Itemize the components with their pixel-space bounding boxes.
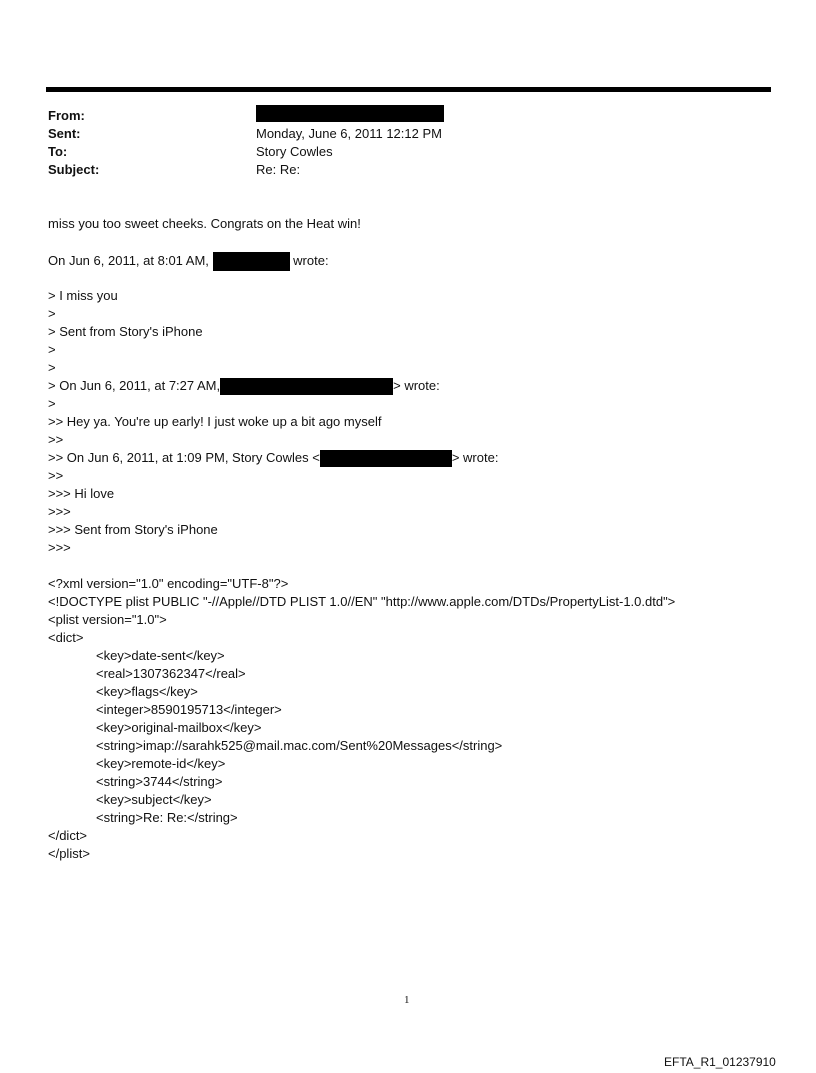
- quoted-line: >: [48, 360, 56, 375]
- quoted-line: >>>: [48, 540, 71, 555]
- quoted-line: >: [48, 342, 56, 357]
- attribution-text: > On Jun 6, 2011, at 7:27 AM,: [48, 378, 221, 393]
- quoted-line: >>>: [48, 504, 71, 519]
- plist-line: <plist version="1.0">: [48, 612, 167, 627]
- subject-value: Re: Re:: [256, 162, 301, 177]
- plist-line: <real>1307362347</real>: [96, 666, 246, 681]
- quoted-attribution: [48, 449, 498, 467]
- plist-line: <key>original-mailbox</key>: [96, 720, 262, 735]
- quoted-line: >: [48, 306, 56, 321]
- from-label: From:: [48, 108, 85, 123]
- plist-line: <?xml version="1.0" encoding="UTF-8"?>: [48, 576, 289, 591]
- sent-value: Monday, June 6, 2011 12:12 PM: [256, 126, 442, 141]
- plist-line: <string>3744</string>: [96, 774, 223, 789]
- plist-line: <key>remote-id</key>: [96, 756, 226, 771]
- plist-line: <string>imap://sarahk525@mail.mac.com/Sent%20Messages</string>: [96, 738, 503, 753]
- plist-line: <key>date-sent</key>: [96, 648, 225, 663]
- to-value: Story Cowles: [256, 144, 333, 159]
- plist-line: <key>flags</key>: [96, 684, 198, 699]
- redaction-box: [220, 378, 393, 395]
- plist-line: <key>subject</key>: [96, 792, 212, 807]
- attribution-wrote: > wrote:: [393, 378, 440, 393]
- plist-line: <string>Re: Re:</string>: [96, 810, 238, 825]
- plist-line: <!DOCTYPE plist PUBLIC "-//Apple//DTD PLIST 1.0//EN" "http://www.apple.com/DTDs/PropertyList-1.0.dtd">: [48, 594, 676, 609]
- quoted-line: >> Hey ya. You're up early! I just woke up a bit ago myself: [48, 414, 382, 429]
- from-value: [256, 104, 444, 122]
- attribution-text: On Jun 6, 2011, at 8:01 AM,: [48, 253, 209, 268]
- quoted-line: >>: [48, 432, 64, 447]
- quoted-line: >: [48, 396, 56, 411]
- redaction-box: [213, 252, 290, 271]
- redaction-box: [320, 450, 452, 467]
- plist-line: <dict>: [48, 630, 84, 645]
- quoted-attribution: [48, 377, 440, 395]
- quoted-line: > I miss you: [48, 288, 118, 303]
- reply-attribution: [48, 252, 329, 271]
- page-number: 1: [404, 994, 410, 1006]
- to-label: To:: [48, 144, 68, 159]
- attribution-text: >> On Jun 6, 2011, at 1:09 PM, Story Cowles <: [48, 450, 320, 465]
- body-line: miss you too sweet cheeks. Congrats on the Heat win!: [48, 216, 361, 231]
- quoted-line: >>: [48, 468, 64, 483]
- attribution-wrote: > wrote:: [451, 450, 499, 465]
- bates-number: EFTA_R1_01237910: [664, 1055, 776, 1069]
- plist-line: </dict>: [48, 828, 88, 843]
- quoted-line: >>> Hi love: [48, 486, 115, 501]
- plist-line: </plist>: [48, 846, 90, 861]
- plist-line: <integer>8590195713</integer>: [96, 702, 282, 717]
- quoted-line: > Sent from Story's iPhone: [48, 324, 203, 339]
- sent-label: Sent:: [48, 126, 81, 141]
- subject-label: Subject:: [48, 162, 100, 177]
- header-rule: [46, 87, 771, 92]
- quoted-line: >>> Sent from Story's iPhone: [48, 522, 218, 537]
- redaction-box: [256, 105, 444, 122]
- attribution-wrote: wrote:: [293, 253, 329, 268]
